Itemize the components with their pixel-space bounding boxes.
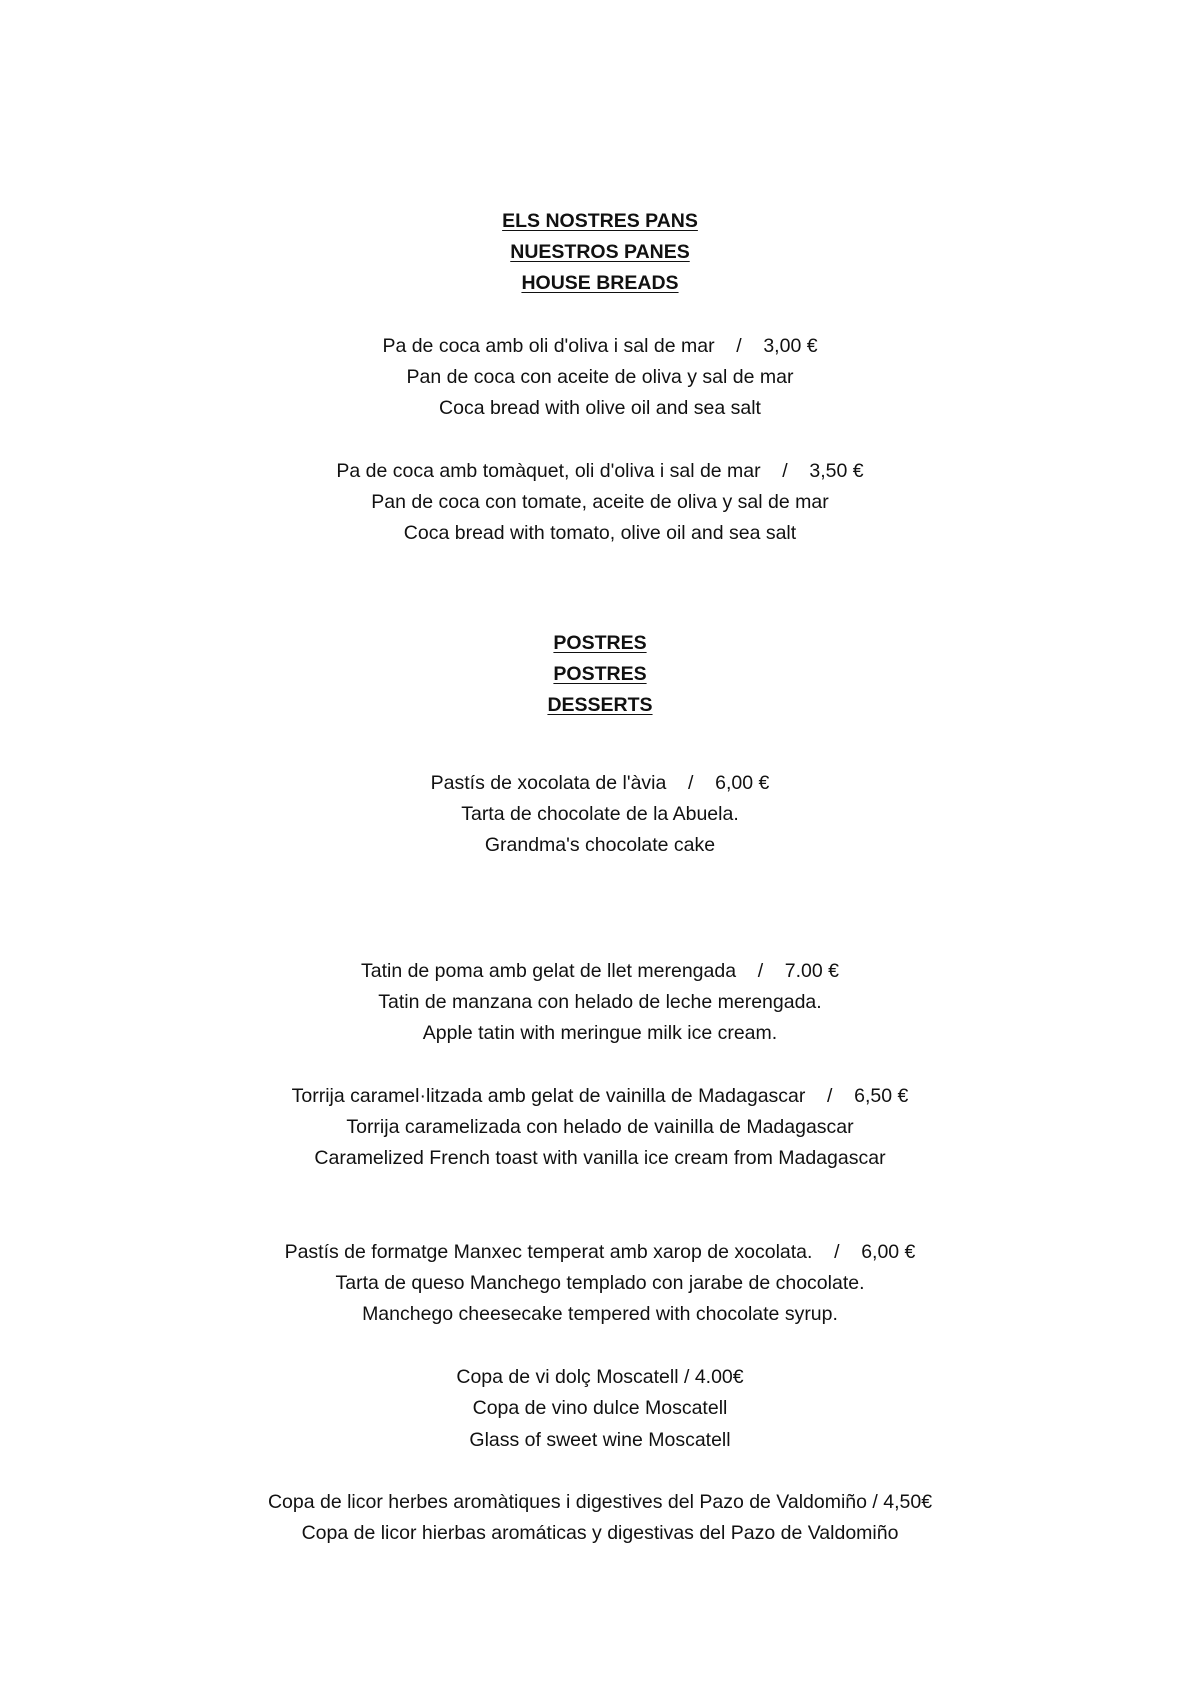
dessert-item-1-es: Tarta de chocolate de la Abuela. [461,803,739,825]
desserts-heading-en: DESSERTS [547,694,653,716]
dessert-item-5-es: Copa de vino dulce Moscatell [472,1397,728,1419]
desserts-heading-ca: POSTRES [553,632,647,654]
dessert-item-5-en: Glass of sweet wine Moscatell [469,1429,731,1451]
bread-item-2-en: Coca bread with tomato, olive oil and sea salt [403,522,797,544]
breads-heading-es: NUESTROS PANES [510,241,690,263]
dessert-item-1-ca: Pastís de xocolata de l'àvia / 6,00 € [430,772,770,794]
dessert-item-4-en: Manchego cheesecake tempered with chocolate syrup. [362,1303,838,1325]
dessert-item-2-en: Apple tatin with meringue milk ice cream. [422,1022,778,1044]
bread-item-2-es: Pan de coca con tomate, aceite de oliva y sal de mar [371,491,829,513]
dessert-item-2-es: Tatin de manzana con helado de leche merengada. [378,991,822,1013]
bread-item-1-es: Pan de coca con aceite de oliva y sal de mar [406,366,794,388]
dessert-item-5-ca: Copa de vi dolç Moscatell / 4.00€ [456,1366,744,1388]
bread-item-2-ca: Pa de coca amb tomàquet, oli d'oliva i sal de mar / 3,50 € [336,460,864,482]
dessert-item-2-ca: Tatin de poma amb gelat de llet merengada / 7.00 € [360,960,840,982]
bread-item-1-ca: Pa de coca amb oli d'oliva i sal de mar / 3,00 € [382,335,818,357]
bread-item-1-en: Coca bread with olive oil and sea salt [439,397,761,419]
dessert-item-4-ca: Pastís de formatge Manxec temperat amb xarop de xocolata. / 6,00 € [284,1241,916,1263]
dessert-item-3-en: Caramelized French toast with vanilla ice cream from Madagascar [314,1147,886,1169]
dessert-item-6-ca: Copa de licor herbes aromàtiques i digestives del Pazo de Valdomiño / 4,50€ [267,1491,933,1513]
breads-heading-ca: ELS NOSTRES PANS [502,210,698,232]
dessert-item-4-es: Tarta de queso Manchego templado con jarabe de chocolate. [335,1272,865,1294]
dessert-item-1-en: Grandma's chocolate cake [484,834,716,856]
dessert-item-6-es: Copa de licor hierbas aromáticas y digestivas del Pazo de Valdomiño [301,1522,899,1544]
breads-heading-en: HOUSE BREADS [521,272,679,294]
desserts-heading-es: POSTRES [553,663,647,685]
dessert-item-3-ca: Torrija caramel·litzada amb gelat de vainilla de Madagascar / 6,50 € [291,1085,909,1107]
dessert-item-3-es: Torrija caramelizada con helado de vainilla de Madagascar [346,1116,854,1138]
